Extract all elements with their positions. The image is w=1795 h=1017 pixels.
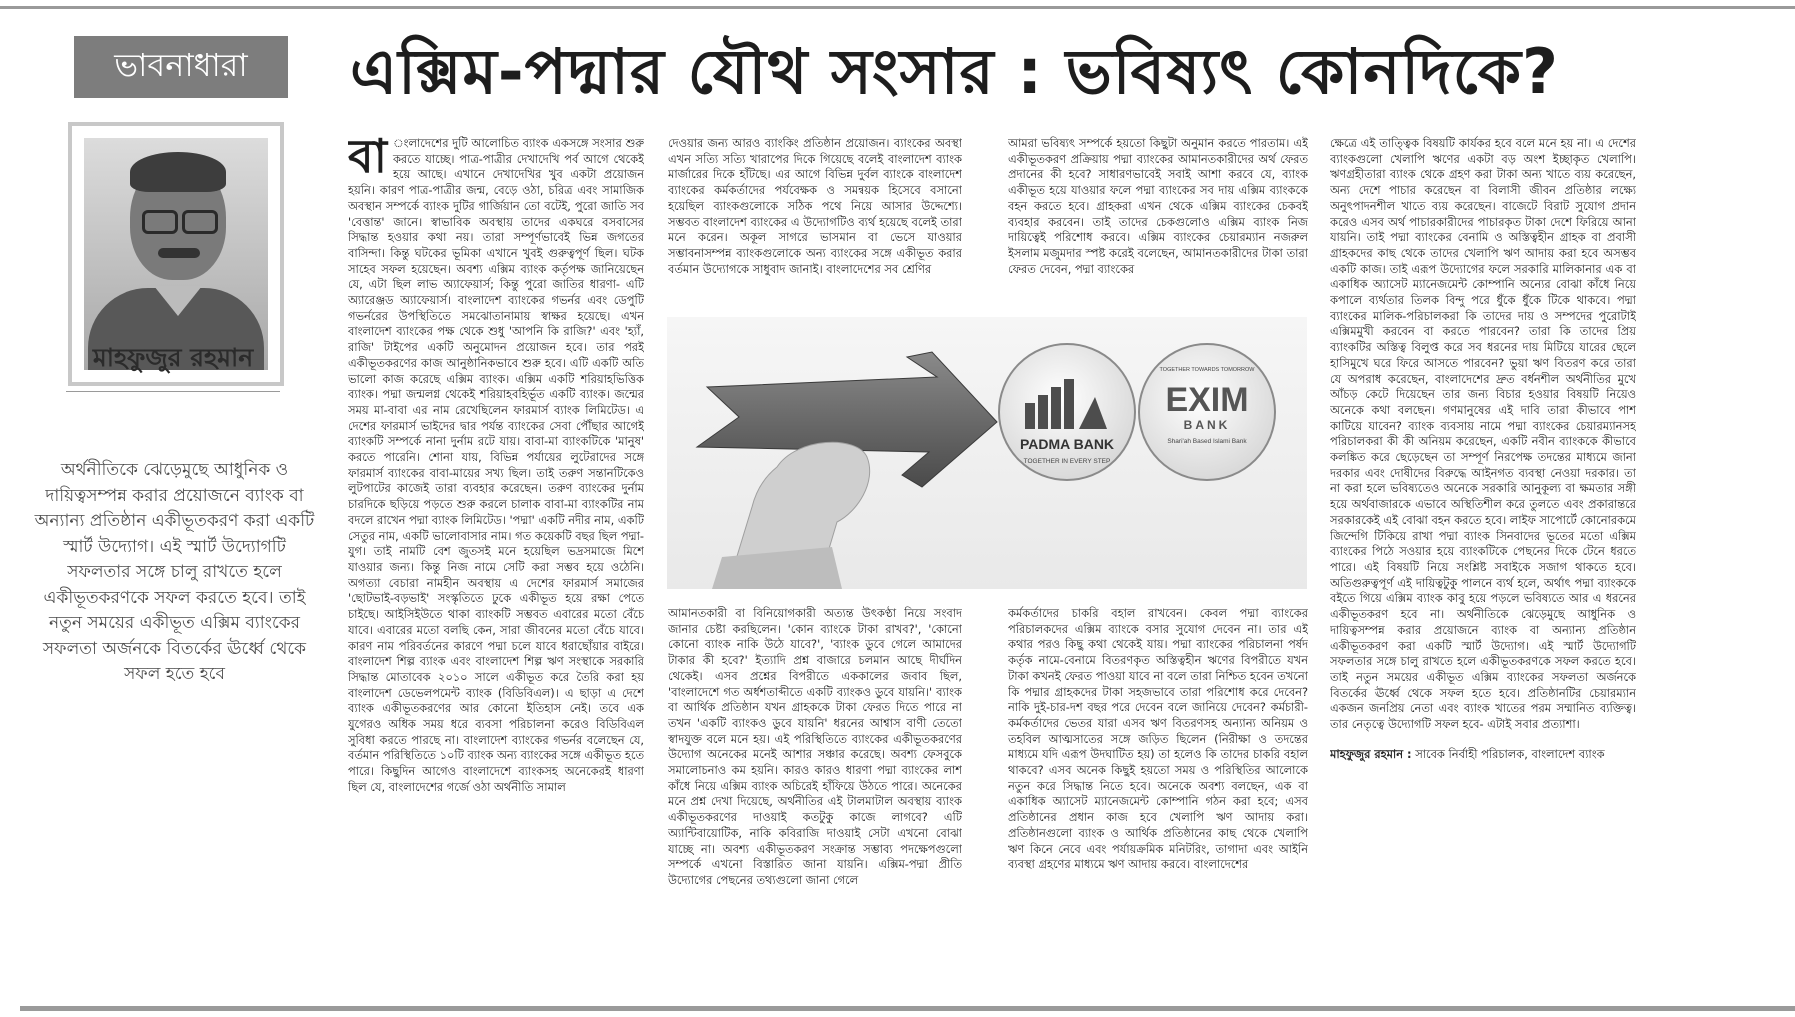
padma-logo-name: PADMA BANK [1019,436,1115,452]
headline: এক্সিম-পদ্মার যৌথ সংসার : ভবিষ্যৎ কোনদিকে? [350,35,1559,108]
glasses-left [142,210,178,234]
body-column-3-top [1008,136,1308,296]
body-column-1 [348,136,644,998]
padma-logo-tagline: TOGETHER IN EVERY STEP [1023,458,1111,465]
section-tag: ভাবনাধারা [74,36,288,98]
photo-hair [130,152,226,192]
body-column-4 [1330,136,1636,998]
author-name: মাহফুজুর রহমান [66,338,280,392]
exim-logo-name: EXIM [1165,381,1249,419]
drop-cap: বা [348,136,387,183]
author-photo [84,138,268,370]
column-1-text: ংলাদেশের দুটি আলোচিত ব্যাংক একসঙ্গে সংসার শুরু করতে যাচ্ছে। পাত্র-পাত্রীর দেখাদেখি পর্ব আগে থেকেই হয়ে আছে। এখানে দেখাদেখির খুব একটা প্রয়োজন হয়নি। কারণ পাত্র-পাত্রীর জন্ম, বেড়ে ওঠা, চরিত্র এবং সামাজিক অবস্থান সম্পর্কে ব্যাংক দুটির গার্জিয়ান তো বটেই, পুরো জাতি সব 'বেত্তান্ত' জানে। স্বাভাবিক অবস্থায় তাদের একঘরে বসবাসের সিদ্ধান্ত হওয়ার কথা নয়। তারা সম্পূর্ণভাবেই ভিন্ন জগতের বাসিন্দা। কিন্তু ঘটকের ভূমিকা এখানে খুবই গুরুত্বপূর্ণ ছিল। ঘটক সাহেব সফল হয়েছেন। অবশ্য এক্সিম ব্যাংক কর্তৃপক্ষ জানিয়েছেন যে, এটা ছিল লাভ অ্যাফেয়ার্স; কিন্তু পুরো জাতির ধারণা- এটি অ্যারেঞ্জড অ্যাফেয়ার্স। বাংলাদেশ ব্যাংকের গভর্নর এবং ডেপুটি গভর্নরের উপস্থিতিতে সমঝোতানামায় স্বাক্ষর হয়েছে। এখন বাংলাদেশ ব্যাংকের পক্ষ থেকে শুধু 'আপনি কি রাজি?' এবং 'হ্যাঁ, রাজি' টাইপের একটি অনুমোদন প্রয়োজন হবে। তার পরই একীভূতকরণের কাজ আনুষ্ঠানিকভাবে শুরু হবে। এটি একটি অতি ভালো কাজ করেছে এক্সিম ব্যাংক। এক্সিম একটি শরিয়াহভিত্তিক ব্যাংক। পদ্মা জন্মলগ্ন থেকেই শরিয়াহবহির্ভূত একটি ব্যাংক। জন্মের সময় মা-বাবা এর নাম রেখেছিলেন ফারমার্স ব্যাংক লিমিটেড। এ দেশের ফারমার্স ভাইদের দ্বার পর্যন্ত ব্যাংকের সেবা পৌঁছার আগেই ব্যাংকটি সম্পর্কে নানা দুর্নাম রটে যায়। বাবা-মা ব্যাংকটিকে 'মানুষ' করতে পারেনি। শোনা যায়, বিভিন্ন পর্যায়ের লুটেরাদের সঙ্গে ফারমার্স ব্যাংকের বাবা-মায়ের সখ্য ছিল। তাই তরুণ সন্তানটিকেও লুটপাটের কাজেই তারা ব্যবহার করেছেন। তরুণ ব্যাংকের দুর্নাম চারদিকে ছড়িয়ে পড়তে শুরু করলে চালাক বাবা-মা ব্যাংকটির নাম বদলে রাখেন পদ্মা ব্যাংক লিমিটেড। 'পদ্মা' একটি নদীর নাম, একটি সেতুর নাম, একটি ভালোবাসার নাম। গত কয়েকটি বছর ছিল পদ্মা-যুগ। তাই নামটি বেশ জুতসই মনে হয়েছিল ভদ্রসমাজে মিশে যাওয়ার জন্য। কিন্তু নিজ নামে সেটি করা সম্ভব হয়ে ওঠেনি। অগত্যা বেচারা নামহীন অবস্থায় এ দেশের ফারমার্স সমাজের 'ছোটভাই-বড়ভাই' সংস্কৃতিতে ঢুকে একীভূত হয়ে রক্ষা পেতে চাইছে। আইসিইউতে থাকা ব্যাংকটি সম্ভবত এবারের মতো বেঁচে যাবে। এবারের মতো বলছি কেন, সারা জীবনের মতো বেঁচে যাবে। কারণ নাম পরিবর্তনের কারণে পদ্মা চলে যাবে ধরাছোঁয়ার বাইরে। বাংলাদেশ শিল্প ব্যাংক এবং বাংলাদেশ শিল্প ঋণ সংস্থাকে সরকারি সিদ্ধান্ত মোতাবেক ২০১০ সালে একীভূত করে তৈরি করা হয় বাংলাদেশ ডেভেলপমেন্ট ব্যাংক (বিডিবিএল)। এ ছাড়া এ দেশে ব্যাংক একীভূতকরণের আর কোনো ইতিহাস নেই। তবে এক যুগেরও অধিক সময় ধরে ব্যবসা পরিচালনা করেও বিডিবিএল সুবিধা করতে পারছে না। বাংলাদেশ ব্যাংকের গভর্নর বলেছেন যে, বর্তমান পরিস্থিতিতে ১০টি ব্যাংক অন্য ব্যাংকের সঙ্গে একীভূত হতে পারে। কিছুদিন আগেও বাংলাদেশে ব্যাংকসহ অনেকেরই ধারণা ছিল যে, বাংলাদেশের গর্জে ওঠা অর্থনীতি সামাল [348,136,644,794]
exim-logo-top: TOGETHER TOWARDS TOMORROW [1159,367,1255,373]
bottom-rule [20,1006,1795,1011]
glasses-right [182,210,218,234]
illustration-svg [667,317,1307,589]
exim-logo-bank: BANK [1183,418,1231,432]
column-3-bottom-text: কর্মকর্তাদের চাকরি বহাল রাখবেন। কেবল পদ্মা ব্যাংকের পরিচালকদের এক্সিম ব্যাংকে বসার সুযোগ দেবেন না। তার এই কথার পরও কিছু কথা থেকেই যায়। পদ্মা ব্যাংকের পরিচালনা পর্ষদ কর্তৃক নামে-বেনামে বিতরণকৃত অস্তিত্বহীন ঋণের বিপরীতে যখন টাকা কখনই ফেরত পাওয়া যাবে না বলে তারা নিশ্চিত হবেন তখনো কি পদ্মার গ্রাহকদের টাকা সহজভাবে তারা পরিশোধ করে দেবেন? নাকি দুই-চার-দশ বছর পরে দেবেন বলে জানিয়ে দেবেন? কর্মচারী-কর্মকর্তাদের ভেতর যারা এসব ঋণ বিতরণসহ অন্যান্য অনিয়ম ও তহবিল আত্মসাতের সঙ্গে জড়িত ছিলেন (নিরীক্ষা ও তদন্তের মাধ্যমে যদি এরূপ উদঘাটিত হয়) তা হলেও কি তাদের চাকরি বহাল থাকবে? এসব অনেক কিছুই হয়তো সময় ও পরিস্থিতির আলোকে নতুন করে সিদ্ধান্ত নিতে হবে। অনেকে অবশ্য বলছেন, এক বা একাধিক অ্যাসেট ম্যানেজমেন্ট কোম্পানি গঠন করা হবে; এসব প্রতিষ্ঠানের প্রধান কাজ হবে খেলাপি ঋণ আদায় করা। প্রতিষ্ঠানগুলো ব্যাংক ও আর্থিক প্রতিষ্ঠানের কাছ থেকে খেলাপি ঋণ কিনে নেবে এবং পর্যায়ক্রমিক মনিটরিং, তাগাদা এবং আইনি ব্যবস্থা গ্রহণের মাধ্যমে ঋণ আদায় করবে। বাংলাদেশের [1008,606,1308,872]
author-signature [1330,747,1636,763]
sleeve-shape [712,547,842,589]
column-4-text: ক্ষেত্রে এই তাত্ত্বিক বিষয়টি কার্যকর হবে বলে মনে হয় না। এ দেশের ব্যাংকগুলো খেলাপি ঋণের একটা বড় অংশ ইচ্ছাকৃত খেলাপি। ঋণগ্রহীতারা ব্যাংক থেকে গ্রহণ করা টাকা অন্য খাতে ব্যয় করেছেন, অন্য দেশে পাচার করেছেন বা বিলাসী জীবন প্রতিষ্ঠার লক্ষ্যে অনুৎপাদনশীল খাতে ব্যয় করেছেন। বাজেটে বিরাট সুযোগ প্রদান করেও এসব অর্থ পাচারকারীদের পাচারকৃত টাকা দেশে ফিরিয়ে আনা যায়নি। তাই পদ্মা ব্যাংকের বেনামি ও অস্তিত্বহীন গ্রাহক বা প্রবাসী গ্রাহকদের কাছ থেকে তাদের খেলাপি ঋণ আদায় করা হবে অসম্ভব একটি কাজ। তাই এরূপ উদ্যোগের ফলে সরকারি মালিকানার এক বা একাধিক অ্যাসেট ম্যানেজমেন্ট কোম্পানি অন্যের বোঝা কাঁধে নিয়ে কপালে ব্যর্থতার তিলক বিন্দু পরে ধুঁকে ধুঁকে টিকে থাকবে। পদ্মা ব্যাংকের মালিক-পরিচালকরা কি তাদের দায় ও সম্পদের পুরোটাই এক্সিমমুখী করবেন বা করতে পারবেন? তারা কি তাদের প্রিয় ব্যাংকটির অস্তিত্ব বিলুপ্ত করে সব ধরনের দায় মিটিয়ে যারের ছেলে হাসিমুখে ঘরে ফিরে আসতে পারবেন? ভুয়া ঋণ বিতরণ করে তারা যে অপরাধ করেছেন, বাংলাদেশের দ্রুত বর্ধনশীল অর্থনীতির মুখে আঁচড় কেটে দিয়েছেন তার জন্য বিচার হওয়ার বিষয়টি নিয়েও অনেকে কথা বলছেন। গণমানুষের এই দাবি তারা কীভাবে পাশ কাটিয়ে যাবেন? ব্যাংক ব্যবসায় নামে পদ্মা ব্যাংকের চেয়ারম্যানসহ পরিচালকরা কী কী অনিয়ম করেছেন, একটি নবীন ব্যাংককে কীভাবে কলঙ্কিত করে ছেড়েছেন তা সম্পূর্ণ নিরপেক্ষ তদন্তের মাধ্যমে জানা দরকার এবং দোষীদের বিরুদ্ধে আইনগত ব্যবস্থা নেওয়া দরকার। তা না করা হলে ভবিষ্যতেও অনেকে সরকারি আনুকূল্য বা ক্ষমতার সঙ্গী হয়ে অর্থবাজারকে এভাবে অস্থিতিশীল করে তুলতে এবং প্রকারান্তরে সরকারকেই এই বোঝা বহন করতে হবে। লাইফ সাপোর্টে কোনোরকমে জিন্দেগি টিকিয়ে রাখা পদ্মা ব্যাংক সিনবাদের ভূতের মতো এক্সিম ব্যাংকের পিঠে সওয়ার হয়ে ব্যাংকটিকে পেছনের দিকে টেনে ধরতে পারে। এই বিষয়টি নিয়ে সংশ্লিষ্ট সবাইকে সজাগ থাকতে হবে। অতিগুরুত্বপূর্ণ এই দায়িত্বটুকু পালনে ব্যর্থ হলে, অর্থাৎ পদ্মা ব্যাংককে বইতে গিয়ে এক্সিম ব্যাংক কাবু হয়ে পড়লে ভবিষ্যতে আর এ ধরনের একীভূতকরণ হবে না। অর্থনীতিকে ঝেড়েমুছে আধুনিক ও দায়িত্বসম্পন্ন করার প্রয়োজনে ব্যাংক বা অন্যান্য প্রতিষ্ঠান একীভূতকরণ করা একটি স্মার্ট উদ্যোগ। এই স্মার্ট উদ্যোগটি সফলতার সঙ্গে চালু রাখতে হলে একীভূতকরণকে সফল করতে হবে। তাই নতুন সময়ের একীভূত এক্সিম ব্যাংকের সফলতা অর্জনকে বিতর্কের ঊর্ধ্বে থেকে সফল হতে হবে। প্রতিষ্ঠানটির চেয়ারম্যান একজন জনপ্রিয় নেতা এবং ব্যাংক খাতের পরম সম্মানিত ব্যক্তিত্ব। তার নেতৃত্বে উদ্যোগটি সফল হবে- এটাই সবার প্রত্যাশা। [1330,136,1636,732]
column-3-top-text: আমরা ভবিষ্যৎ সম্পর্কে হয়তো কিছুটা অনুমান করতে পারতাম। এই একীভূতকরণ প্রক্রিয়ায় পদ্মা ব্যাংকের আমানতকারীদের অর্থ ফেরত প্রদানের কী হবে? সাধারণভাবেই সবাই আশা করবে যে, ব্যাংক একীভূত হয়ে যাওয়ার ফলে পদ্মা ব্যাংকের সব দায় এক্সিম ব্যাংককে বহন করতে হবে। গ্রাহকরা এখন থেকে এক্সিম ব্যাংকের চেকবই ব্যবহার করবেন। তাই তাদের চেকগুলোও এক্সিম ব্যাংক নিজ দায়িত্বেই পরিশোধ করবে। এক্সিম ব্যাংকের চেয়ারম্যান নজরুল ইসলাম মজুমদার স্পষ্ট করেই বলেছেন, আমানতকারীদের টাকা তারা ফেরত দেবেন, পদ্মা ব্যাংকের [1008,136,1308,276]
signature-role: সাবেক নির্বাহী পরিচালক, বাংলাদেশ ব্যাংক [1415,746,1605,761]
pull-quote: অর্থনীতিকে ঝেড়েমুছে আধুনিক ও দায়িত্বসম্পন্ন করার প্রয়োজনে ব্যাংক বা অন্যান্য প্রতিষ্ঠান একীভূতকরণ করা একটি স্মার্ট উদ্যোগ। এই স্মার্ট উদ্যোগটি সফলতার সঙ্গে চালু রাখতে হলে একীভূতকরণকে সফল করতে হবে। তাই নতুন সময়ের একীভূত এক্সিম ব্যাংকের সফলতা অর্জনকে বিতর্কের ঊর্ধ্বে থেকে সফল হতে হবে [34,460,315,684]
body-column-3-bottom [1008,606,1308,998]
column-2-bottom-text: আমানতকারী বা বিনিয়োগকারী অত্যন্ত উৎকণ্ঠা নিয়ে সংবাদ জানার চেষ্টা করছিলেন। 'কোন ব্যাংকে টাকা রাখব?', 'কোনো কোনো ব্যাংক নাকি উঠে যাবে?', 'ব্যাংক ডুবে গেলে আমাদের টাকার কী হবে?' ইত্যাদি প্রশ্ন বাজারে চলমান আছে দীর্ঘদিন থেকেই। এসব প্রশ্নের বিপরীতে এককালের জবাব ছিল, 'বাংলাদেশে গত অর্ধশতাব্দীতে একটি ব্যাংকও ডুবে যায়নি।' ব্যাংক বা আর্থিক প্রতিষ্ঠান যখন গ্রাহককে টাকা ফেরত দিতে পারে না তখন 'একটি ব্যাংকও ডুবে যায়নি' ধরনের আশ্বাস বাণী তেতো স্বাদযুক্ত বলে মনে হয়। এই পরিস্থিতিতে ব্যাংকের একীভূতকরণের উদ্যোগ অনেকের মনেই আশার সঞ্চার করেছে। অবশ্য ফেসবুকে সমালোচনাও কম হয়নি। কারও কারও ধারণা পদ্মা ব্যাংকের লাশ কাঁধে নিয়ে এক্সিম ব্যাংক অচিরেই হাঁফিয়ে উঠতে পারে। অনেকের মনে প্রশ্ন দেখা দিয়েছে, অর্থনীতির এই টালমাটাল অবস্থায় ব্যাংক একীভূতকরণের দাওয়াই কতটুকু কাজে লাগবে? এটি অ্যান্টিবায়োটিক, নাকি কবিরাজি দাওয়াই সেটা এখনো বোঝা যাচ্ছে না। অবশ্য একীভূতকরণ সংক্রান্ত সম্ভাব্য পদক্ষেপগুলো সম্পর্কে এখনো বিস্তারিত জানা যায়নি। এক্সিম-পদ্মা প্রীতি উদ্যোগের পেছনের তথ্যগুলো জানা গেলে [668,606,962,887]
body-column-2-top [668,136,962,296]
top-rule [0,6,1795,9]
photo-mustache [158,248,200,258]
merger-illustration [667,317,1307,589]
signature-name: মাহফুজুর রহমান : [1330,746,1412,761]
exim-logo-tagline: Shari'ah Based Islami Bank [1167,438,1247,445]
column-2-top-text: দেওয়ার জন্য আরও ব্যাংকিং প্রতিষ্ঠান প্রয়োজন। ব্যাংকের অবস্থা এখন সত্যি সত্যি খারাপের দিকে গিয়েছে বলেই বাংলাদেশ ব্যাংক মার্জারের দিকে হাঁটছে। এর আগে বিভিন্ন দুর্বল ব্যাংকে বাংলাদেশ ব্যাংকের কর্মকর্তাদের পর্যবেক্ষক ও সমন্বয়ক হিসেবে বসানো হয়েছিল ব্যাংকগুলোকে সঠিক পথে নিয়ে আসার উদ্দেশ্যে। সম্ভবত বাংলাদেশ ব্যাংকের এ উদ্যোগটিও ব্যর্থ হয়েছে বলেই তারা মনে করেন। অকূল সাগরে ভাসমান বা ভেসে যাওয়ার সম্ভাবনাসম্পন্ন ব্যাংকগুলোকে অন্য ব্যাংকের সঙ্গে একীভূত করার বর্তমান উদ্যোগকে সাধুবাদ জানাই। বাংলাদেশের সব শ্রেণির [668,136,962,276]
body-column-2-bottom [668,606,962,1000]
